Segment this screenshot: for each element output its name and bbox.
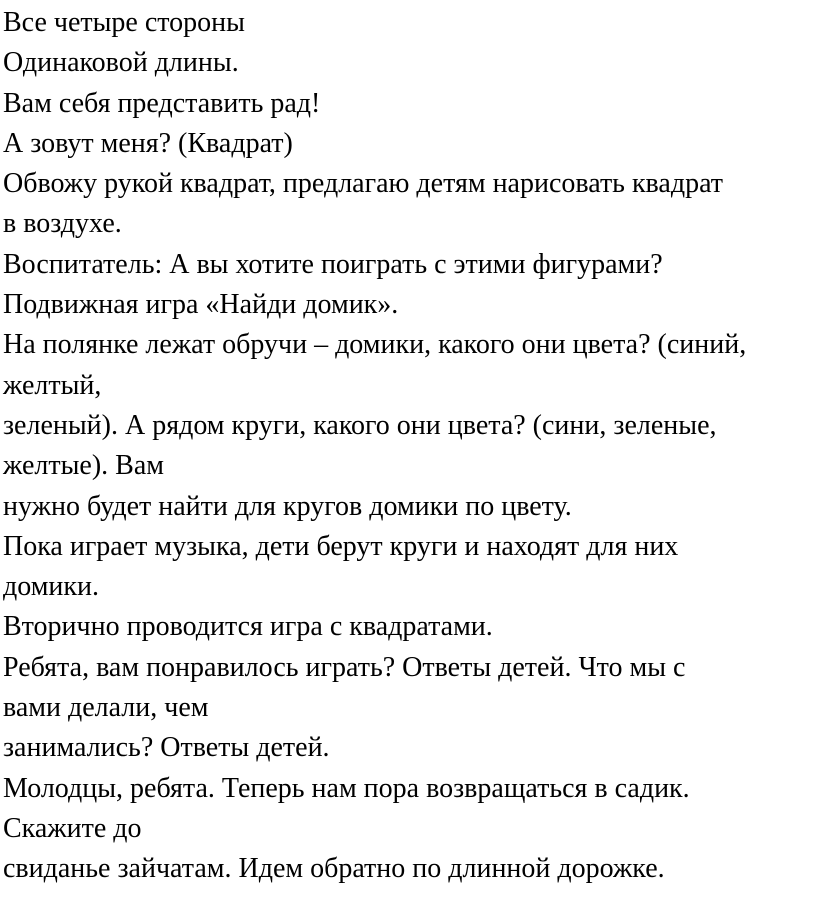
text-line-16: Вторично проводится игра с квадратами. [3,611,493,643]
text-line-18: вами делали, чем [3,692,209,724]
text-line-10: желтый, [3,369,102,401]
text-line-14: Пока играет музыка, дети берут круги и находят для них [3,530,679,562]
text-line-12: желтые). Вам [3,450,164,482]
text-line-7: Воспитатель: А вы хотите поиграть с этими фигурами? [3,248,663,280]
text-line-8: Подвижная игра «Найди домик». [3,289,399,321]
text-line-4: А зовут меня? (Квадрат) [3,127,293,159]
text-line-2: Одинаковой длины. [3,47,239,79]
text-line-21: Скажите до [3,812,142,844]
text-line-15: домики. [3,571,100,603]
text-line-1: Все четыре стороны [3,7,245,38]
text-line-3: Вам себя представить рад! [3,87,321,119]
text-line-22: свиданье зайчатам. Идем обратно по длинной дорожке. [3,853,665,885]
text-line-13: нужно будет найти для кругов домики по цвету. [3,490,572,522]
text-line-11: зеленый). А рядом круги, какого они цвета? (сини, зеленые, [3,409,717,441]
text-line-20: Молодцы, ребята. Теперь нам пора возвращаться в садик. [3,772,690,804]
text-line-5: Обвожу рукой квадрат, предлагаю детям нарисовать квадрат [3,168,724,200]
text-line-6: в воздухе. [3,208,122,240]
text-line-19: занимались? Ответы детей. [3,732,330,764]
text-line-9: На полянке лежат обручи – домики, какого они цвета? (синий, [3,329,747,361]
text-line-17: Ребята, вам понравилось играть? Ответы детей. Что мы с [3,651,686,683]
